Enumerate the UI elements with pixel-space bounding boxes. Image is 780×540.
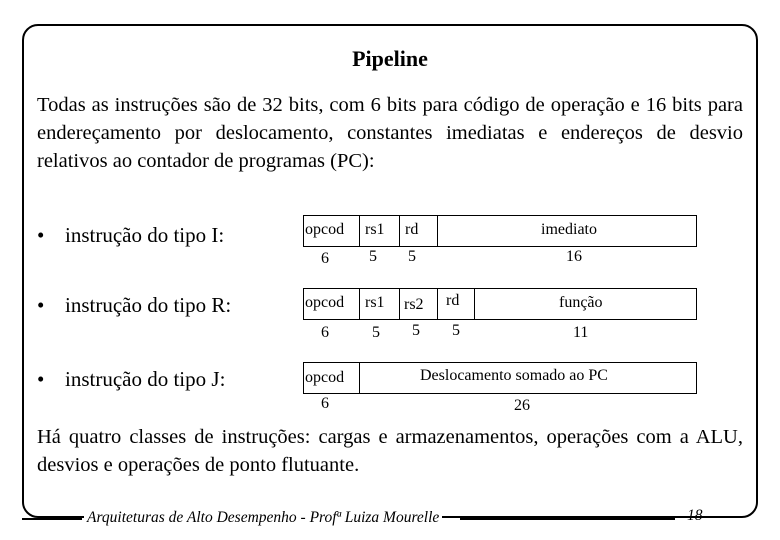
- type-i-bits-rd: 5: [408, 248, 416, 265]
- closing-paragraph: Há quatro classes de instruções: cargas e armazenamentos, operações com a ALU, desvios e operações de ponto flutuante.: [37, 426, 743, 476]
- bullet-dot: •: [37, 367, 45, 391]
- type-r-field-opcod: opcod: [305, 294, 345, 311]
- bullet-type-j: [37, 367, 225, 392]
- type-r-field-rs2: rs2: [404, 296, 424, 313]
- bullet-dot: •: [37, 293, 45, 317]
- type-i-field-imediato: imediato: [541, 221, 597, 238]
- type-i-bits-opcod: 6: [321, 250, 329, 267]
- type-j-field-opcod: opcod: [305, 369, 345, 386]
- type-j-field-deslocamento: Deslocamento somado ao PC: [420, 367, 608, 384]
- type-r-divider: [399, 289, 400, 319]
- type-i-bits-rs1: 5: [369, 248, 377, 265]
- intro-paragraph: Todas as instruções são de 32 bits, com 6 bits para código de operação e 16 bits para endereçamento por deslocamento, constantes imediatas e endereços de desvio relativos ao contador de programas (PC):: [37, 94, 743, 172]
- type-i-label: instrução do tipo I:: [65, 223, 225, 247]
- type-i-field-rd: rd: [405, 221, 419, 238]
- bullet-type-r: [37, 293, 231, 318]
- type-i-format-box: [303, 215, 697, 247]
- type-r-format-box: [303, 288, 697, 320]
- type-r-divider: [437, 289, 438, 319]
- type-r-bits-rd: 5: [452, 322, 460, 339]
- footer-rule-right: [460, 518, 675, 520]
- type-i-field-rs1: rs1: [365, 221, 385, 238]
- bullet-type-i: [37, 223, 224, 248]
- type-j-label: instrução do tipo J:: [65, 367, 226, 391]
- slide-title: Pipeline: [352, 46, 428, 71]
- type-i-field-opcod: opcod: [305, 221, 345, 238]
- type-r-field-funcao: função: [559, 294, 603, 311]
- type-j-divider: [359, 363, 360, 393]
- type-j-bits-deslocamento: 26: [514, 397, 530, 414]
- type-r-field-rd: rd: [446, 292, 460, 309]
- type-r-divider: [359, 289, 360, 319]
- type-r-bits-rs1: 5: [372, 324, 380, 341]
- page-number: 18: [687, 507, 703, 524]
- type-i-divider: [399, 216, 400, 246]
- type-j-bits-opcod: 6: [321, 395, 329, 412]
- type-r-field-rs1: rs1: [365, 294, 385, 311]
- type-r-bits-opcod: 6: [321, 324, 329, 341]
- footer: [0, 509, 780, 529]
- type-i-divider: [437, 216, 438, 246]
- footer-text: Arquiteturas de Alto Desempenho - Profª Luiza Mourelle: [84, 509, 442, 527]
- type-r-divider: [474, 289, 475, 319]
- type-i-divider: [359, 216, 360, 246]
- footer-rule-left: [22, 518, 82, 520]
- type-r-bits-funcao: 11: [573, 324, 589, 341]
- bullet-dot: •: [37, 223, 45, 247]
- type-i-bits-imediato: 16: [566, 248, 582, 265]
- type-r-bits-rs2: 5: [412, 322, 420, 339]
- type-r-label: instrução do tipo R:: [65, 293, 232, 317]
